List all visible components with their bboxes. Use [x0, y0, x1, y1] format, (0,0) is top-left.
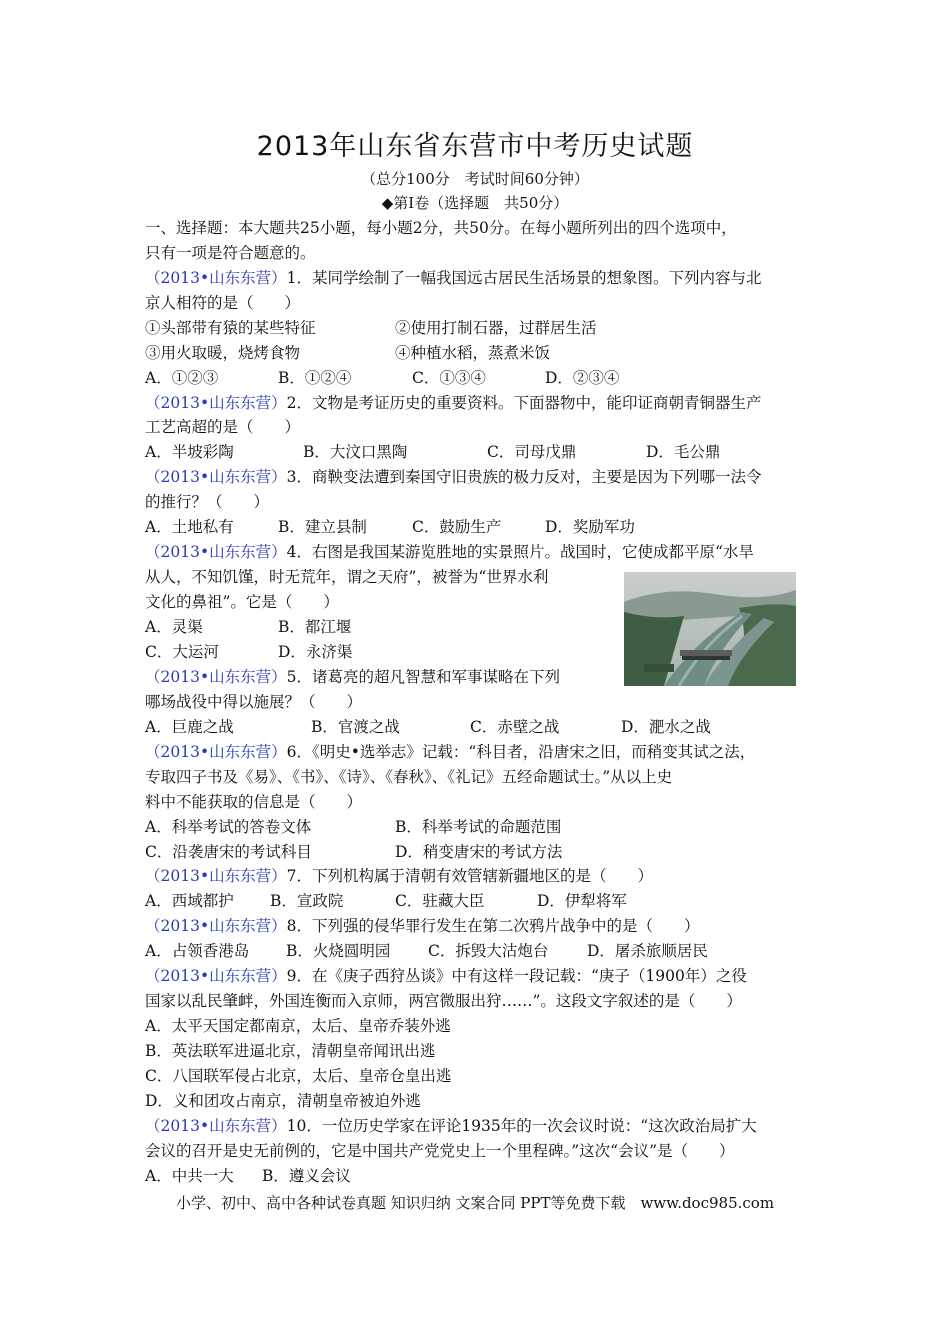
question-6-cont: 专取四子书及《易》、《书》、《诗》、《春秋》、《礼记》五经命题试士。”从以上史: [145, 768, 673, 786]
option-c: C．①③④: [412, 369, 486, 387]
question-source: （2013•山东东营）: [145, 1117, 287, 1135]
option-b: B．科举考试的命题范围: [395, 818, 562, 836]
irrigation-photo: [624, 572, 796, 686]
option-b: B．遵义会议: [262, 1167, 351, 1185]
option-a: A．土地私有: [145, 518, 234, 536]
option-d: D．②③④: [545, 369, 620, 387]
exam-info: （总分100分 考试时间60分钟）: [361, 170, 589, 188]
option-b: B．①②④: [278, 369, 352, 387]
statement: ①头部带有猿的某些特征: [145, 319, 316, 337]
option-c: C．鼓励生产: [412, 518, 502, 536]
statement: ④种植水稻，蒸煮米饭: [395, 344, 551, 362]
question-source: （2013•山东东营）: [145, 668, 287, 686]
question-4: （2013•山东东营）4．右图是我国某游览胜地的实景照片。战国时，它使成都平原“水旱: [145, 543, 754, 561]
option-c: C．大运河: [145, 643, 219, 661]
option-a: A．科举考试的答卷文体: [145, 818, 312, 836]
option-a: A．占领香港岛: [145, 942, 250, 960]
option-d: D．毛公鼎: [646, 443, 721, 461]
question-1-cont: 京人相符的是（ ）: [145, 294, 301, 312]
question-3-cont: 的推行？（ ）: [145, 493, 270, 511]
option-b: B．火烧圆明园: [286, 942, 391, 960]
option-d: D．稍变唐宋的考试方法: [395, 843, 563, 861]
question-7: （2013•山东东营）7．下列机构属于清朝有效管辖新疆地区的是（ ）: [145, 867, 653, 885]
option-a: A．巨鹿之战: [145, 718, 234, 736]
question-source: （2013•山东东营）: [145, 967, 287, 985]
section-heading: ◆第Ⅰ卷（选择题 共50分）: [381, 194, 569, 212]
instruction-line: 只有一项是符合题意的。: [145, 244, 316, 262]
question-8: （2013•山东东营）8．下列强的侵华罪行发生在第二次鸦片战争中的是（ ）: [145, 917, 700, 935]
option-b: B．官渡之战: [311, 718, 400, 736]
question-4-cont: 从人，不知饥馑，时无荒年，谓之天府”，被誉为“世界水利: [145, 568, 549, 586]
question-5-cont: 哪场战役中得以施展？（ ）: [145, 693, 363, 711]
question-10: （2013•山东东营）10．一位历史学家在评论1935年的一次会议时说：“这次政治局扩大: [145, 1117, 757, 1135]
option-b: B．大汶口黑陶: [303, 443, 408, 461]
option-d: D．义和团攻占南京，清朝皇帝被迫外逃: [145, 1092, 421, 1110]
option-c: C．驻藏大臣: [395, 892, 485, 910]
option-c: C．司母戊鼎: [487, 443, 577, 461]
question-3: （2013•山东东营）3．商鞅变法遭到秦国守旧贵族的极力反对，主要是因为下列哪一法令: [145, 468, 762, 486]
question-2-cont: 工艺高超的是（ ）: [145, 418, 301, 436]
option-b: B．都江堰: [278, 618, 352, 636]
question-6: （2013•山东东营）6．《明史•选举志》记载：“科目者，沿唐宋之旧，而稍变其试之法，: [145, 743, 756, 761]
option-a: A．灵渠: [145, 618, 203, 636]
option-c: C．拆毁大沽炮台: [428, 942, 549, 960]
statement: ②使用打制石器，过群居生活: [395, 319, 597, 337]
question-2: （2013•山东东营）2．文物是考证历史的重要资料。下面器物中，能印证商朝青铜器生产: [145, 394, 762, 412]
option-c: C．沿袭唐宋的考试科目: [145, 843, 312, 861]
option-a: A．①②③: [145, 369, 219, 387]
option-c: C．赤壁之战: [470, 718, 560, 736]
question-source: （2013•山东东营）: [145, 394, 287, 412]
question-9: （2013•山东东营）9．在《庚子西狩丛谈》中有这样一段记载：“庚子（1900年）之役: [145, 967, 747, 985]
question-9-cont: 国家以乱民肇衅，外国连衡而入京师，两宫微服出狩……”。这段文字叙述的是（ ）: [145, 992, 742, 1010]
question-source: （2013•山东东营）: [145, 917, 287, 935]
option-a: A．中共一大: [145, 1167, 234, 1185]
question-5: （2013•山东东营）5．诸葛亮的超凡智慧和军事谋略在下列: [145, 668, 560, 686]
question-source: （2013•山东东营）: [145, 543, 287, 561]
option-d: D．屠杀旅顺居民: [587, 942, 708, 960]
page-title: 2013年山东省东营市中考历史试题: [256, 131, 694, 162]
option-b: B．宣政院: [270, 892, 344, 910]
option-a: A．半坡彩陶: [145, 443, 234, 461]
option-a: A．太平天国定都南京，太后、皇帝乔装外逃: [145, 1017, 451, 1035]
option-a: A．西域都护: [145, 892, 234, 910]
question-source: （2013•山东东营）: [145, 269, 287, 287]
question-source: （2013•山东东营）: [145, 468, 287, 486]
question-source: （2013•山东东营）: [145, 867, 287, 885]
option-c: C．八国联军侵占北京，太后、皇帝仓皇出逃: [145, 1067, 452, 1085]
question-1: （2013•山东东营）1．某同学绘制了一幅我国远古居民生活场景的想象图。下列内容与北: [145, 269, 762, 287]
instruction-line: 一、选择题：本大题共25小题，每小题2分，共50分。在每小题所列出的四个选项中，: [145, 219, 737, 237]
question-10-cont: 会议的召开是史无前例的，它是中国共产党党史上一个里程碑。”这次“会议”是（ ）: [145, 1142, 735, 1160]
statement: ③用火取暖，烧烤食物: [145, 344, 301, 362]
question-6-cont: 料中不能获取的信息是（ ）: [145, 793, 363, 811]
option-b: B．建立县制: [278, 518, 367, 536]
question-source: （2013•山东东营）: [145, 743, 287, 761]
option-d: D．奖励军功: [545, 518, 635, 536]
footer-text: 小学、初中、高中各种试卷真题 知识归纳 文案合同 PPT等免费下载 www.doc985.com: [175, 1194, 775, 1212]
question-4-cont: 文化的鼻祖”。它是（ ）: [145, 593, 339, 611]
option-d: D．淝水之战: [621, 718, 711, 736]
option-b: B．英法联军进逼北京，清朝皇帝闻讯出逃: [145, 1042, 436, 1060]
option-d: D．永济渠: [278, 643, 353, 661]
option-d: D．伊犁将军: [537, 892, 627, 910]
